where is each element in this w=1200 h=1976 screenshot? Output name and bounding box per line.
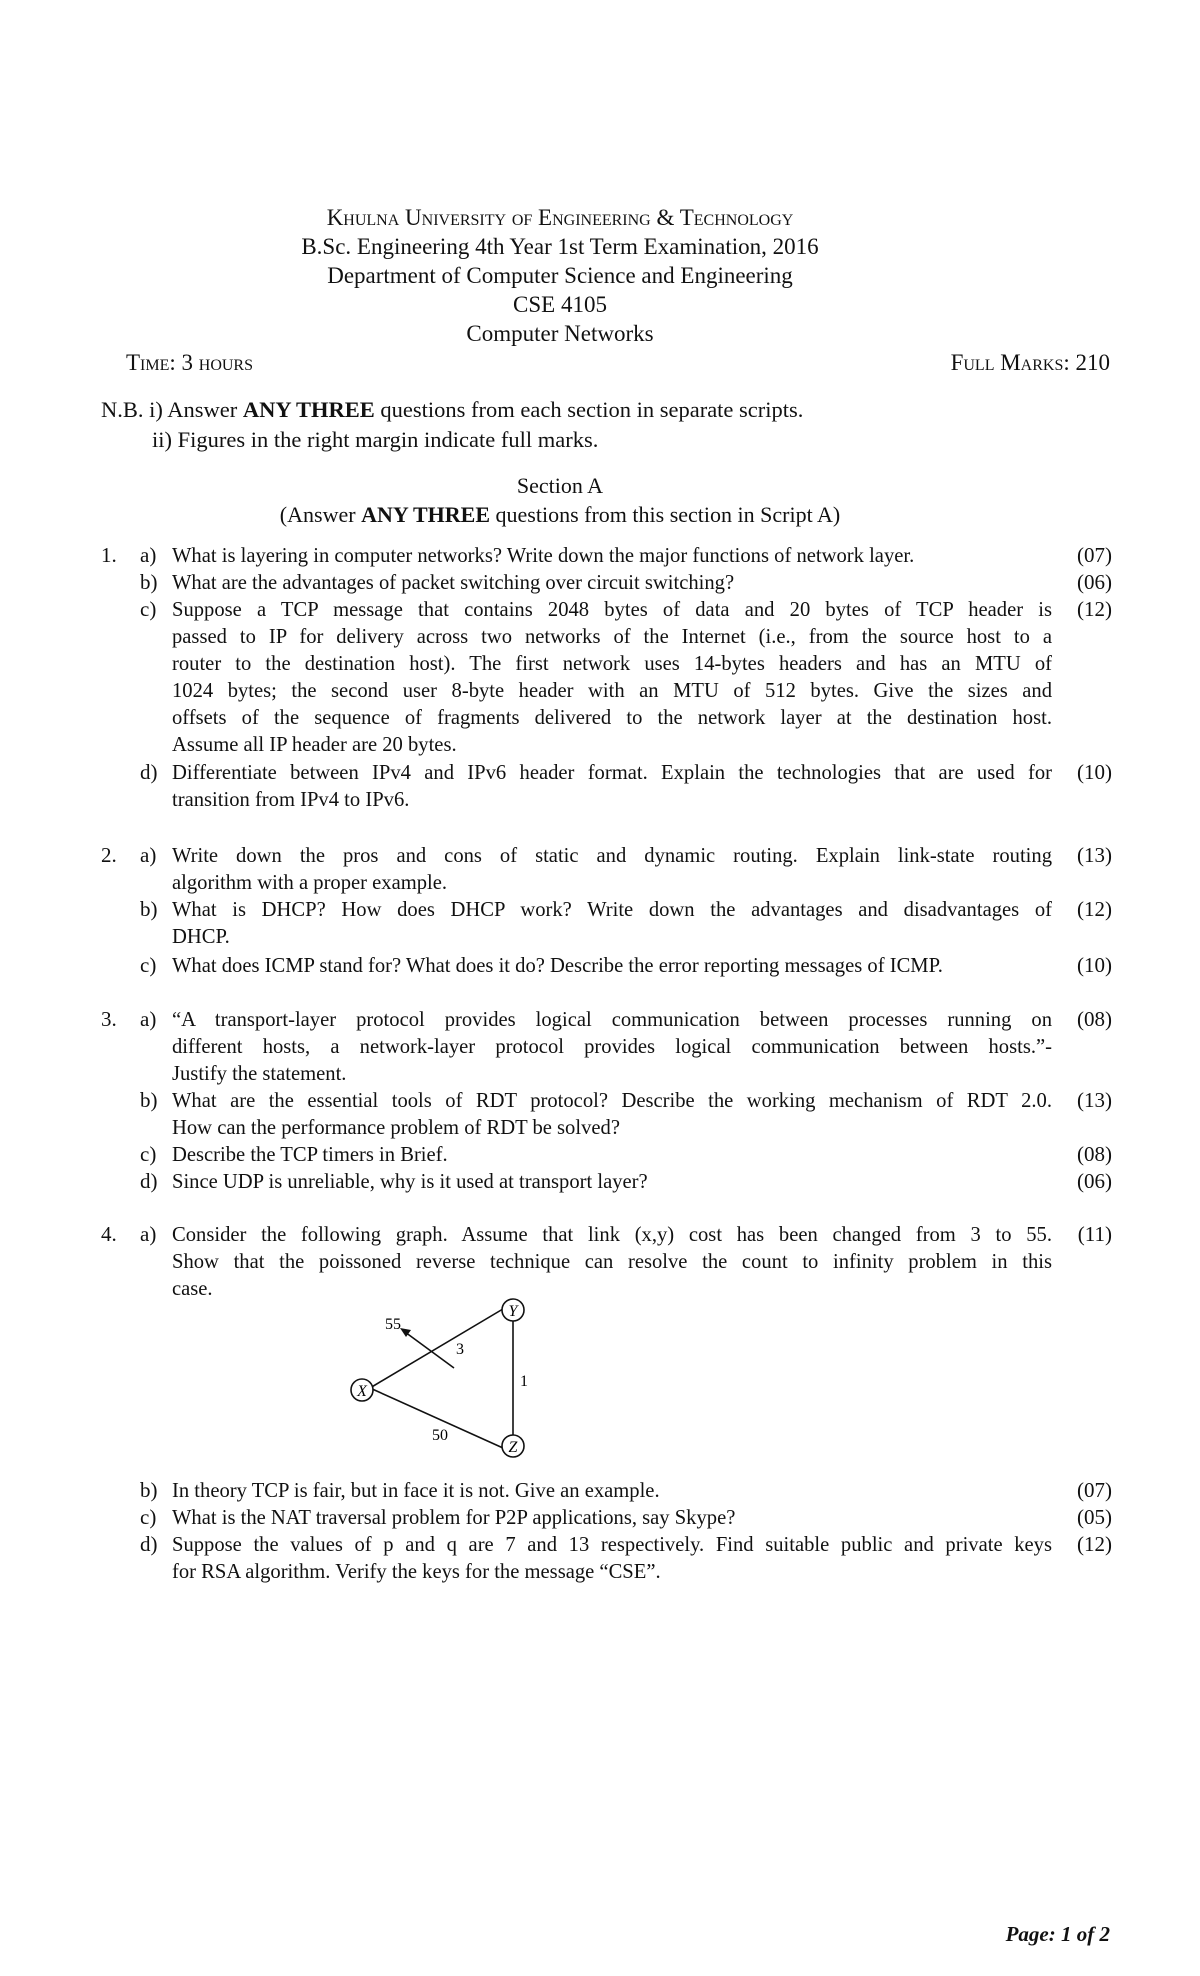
question-marks: (08) [1077, 1142, 1112, 1166]
question-line: What are the essential tools of RDT protocol? Describe the working mechanism of RDT 2.0. [172, 1090, 1052, 1112]
new-cost-label: 55 [385, 1316, 401, 1333]
question-line: transition from IPv4 to IPv6. [172, 789, 410, 811]
question-line: algorithm with a proper example. [172, 872, 448, 894]
question-line: different hosts, a network-layer protocol provides logical communication between hosts.”- [172, 1036, 1052, 1058]
part-label: a) [140, 843, 157, 867]
question-line: router to the destination host). The first network uses 14-bytes headers and has an MTU of [172, 653, 1052, 675]
question-line: Write down the pros and cons of static and dynamic routing. Explain link-state routing [172, 845, 1052, 867]
part-label: c) [140, 953, 157, 977]
question-line: In theory TCP is fair, but in face it is not. Give an example. [172, 1480, 660, 1502]
part-label: c) [140, 1505, 157, 1529]
question-line: Differentiate between IPv4 and IPv6 header format. Explain the technologies that are used for [172, 762, 1052, 784]
question-line: Describe the TCP timers in Brief. [172, 1144, 448, 1166]
question-marks: (11) [1077, 1222, 1112, 1246]
part-label: b) [140, 897, 158, 921]
question-number: 4. [101, 1222, 117, 1246]
part-label: a) [140, 543, 157, 567]
node-x-label: X [357, 1383, 367, 1400]
nb-emphasis: ANY THREE [242, 397, 375, 422]
question-line: What is layering in computer networks? Write down the major functions of network layer. [172, 545, 915, 567]
part-label: c) [140, 597, 157, 621]
nb-line-1 [101, 397, 803, 423]
nb-text-b: questions from each section in separate scripts. [374, 397, 804, 422]
edge-y-z-cost: 1 [520, 1373, 528, 1390]
question-line: What does ICMP stand for? What does it do? Describe the error reporting messages of ICMP. [172, 955, 943, 977]
question-marks: (10) [1077, 953, 1112, 977]
university-name: Khulna University of Engineering & Technology [326, 205, 794, 230]
nb-line-2: ii) Figures in the right margin indicate full marks. [152, 427, 599, 452]
question-number: 1. [101, 543, 117, 567]
part-label: a) [140, 1222, 157, 1246]
node-y-label: Y [508, 1303, 518, 1320]
course-code: CSE 4105 [513, 292, 607, 317]
question-marks: (12) [1077, 1532, 1112, 1556]
part-label: d) [140, 1532, 158, 1556]
page-number: Page: 1 of 2 [1005, 1922, 1110, 1946]
question-marks: (12) [1077, 597, 1112, 621]
question-line: Suppose a TCP message that contains 2048 bytes of data and 20 bytes of TCP header is [172, 599, 1052, 621]
exam-title: B.Sc. Engineering 4th Year 1st Term Examination, 2016 [301, 234, 819, 259]
part-label: b) [140, 1478, 158, 1502]
part-label: b) [140, 1088, 158, 1112]
question-line: case. [172, 1278, 213, 1300]
department-name: Department of Computer Science and Engineering [327, 263, 793, 288]
part-label: d) [140, 760, 158, 784]
question-line: What is the NAT traversal problem for P2P applications, say Skype? [172, 1507, 736, 1529]
question-line: Justify the statement. [172, 1063, 347, 1085]
question-marks: (07) [1077, 543, 1112, 567]
course-title: Computer Networks [466, 321, 654, 346]
part-label: d) [140, 1169, 158, 1193]
question-line: Suppose the values of p and q are 7 and 13 respectively. Find suitable public and private keys [172, 1534, 1052, 1556]
question-line: for RSA algorithm. Verify the keys for the message “CSE”. [172, 1561, 661, 1583]
edge-x-y-cost: 3 [456, 1341, 464, 1358]
question-marks: (06) [1077, 570, 1112, 594]
question-line: Since UDP is unreliable, why is it used at transport layer? [172, 1171, 648, 1193]
question-line: DHCP. [172, 926, 230, 948]
question-line: How can the performance problem of RDT be solved? [172, 1117, 620, 1139]
question-number: 3. [101, 1007, 117, 1031]
nb-prefix: N.B. [101, 397, 144, 422]
question-line: Show that the poissoned reverse technique can resolve the count to infinity problem in this [172, 1251, 1052, 1273]
question-line: offsets of the sequence of fragments delivered to the network layer at the destination host. [172, 707, 1052, 729]
question-marks: (13) [1077, 1088, 1112, 1112]
part-label: c) [140, 1142, 157, 1166]
question-line: What are the advantages of packet switching over circuit switching? [172, 572, 735, 594]
question-marks: (05) [1077, 1505, 1112, 1529]
question-number: 2. [101, 843, 117, 867]
nb-text-a: i) Answer [149, 397, 243, 422]
part-label: b) [140, 570, 158, 594]
edge-x-z-cost: 50 [432, 1427, 448, 1444]
question-line: passed to IP for delivery across two networks of the Internet (i.e., from the source host to a [172, 626, 1052, 648]
question-marks: (06) [1077, 1169, 1112, 1193]
question-marks: (07) [1077, 1478, 1112, 1502]
question-marks: (08) [1077, 1007, 1112, 1031]
node-z-label: Z [508, 1439, 518, 1456]
question-line: 1024 bytes; the second user 8-byte header with an MTU of 512 bytes. Give the sizes and [172, 680, 1052, 702]
section-instruction: (Answer ANY THREE questions from this section in Script A) [279, 502, 841, 527]
part-label: a) [140, 1007, 157, 1031]
question-line: What is DHCP? How does DHCP work? Write down the advantages and disadvantages of [172, 899, 1052, 921]
question-marks: (10) [1077, 760, 1112, 784]
network-graph [350, 1290, 550, 1470]
full-marks: Full Marks: 210 [950, 350, 1110, 375]
question-line: Assume all IP header are 20 bytes. [172, 734, 457, 756]
question-marks: (12) [1077, 897, 1112, 921]
question-line: Consider the following graph. Assume that link (x,y) cost has been changed from 3 to 55. [172, 1224, 1052, 1246]
section-title: Section A [516, 473, 604, 498]
question-line: “A transport-layer protocol provides logical communication between processes running on [172, 1009, 1052, 1031]
question-marks: (13) [1077, 843, 1112, 867]
exam-time: Time: 3 hours [126, 350, 254, 375]
